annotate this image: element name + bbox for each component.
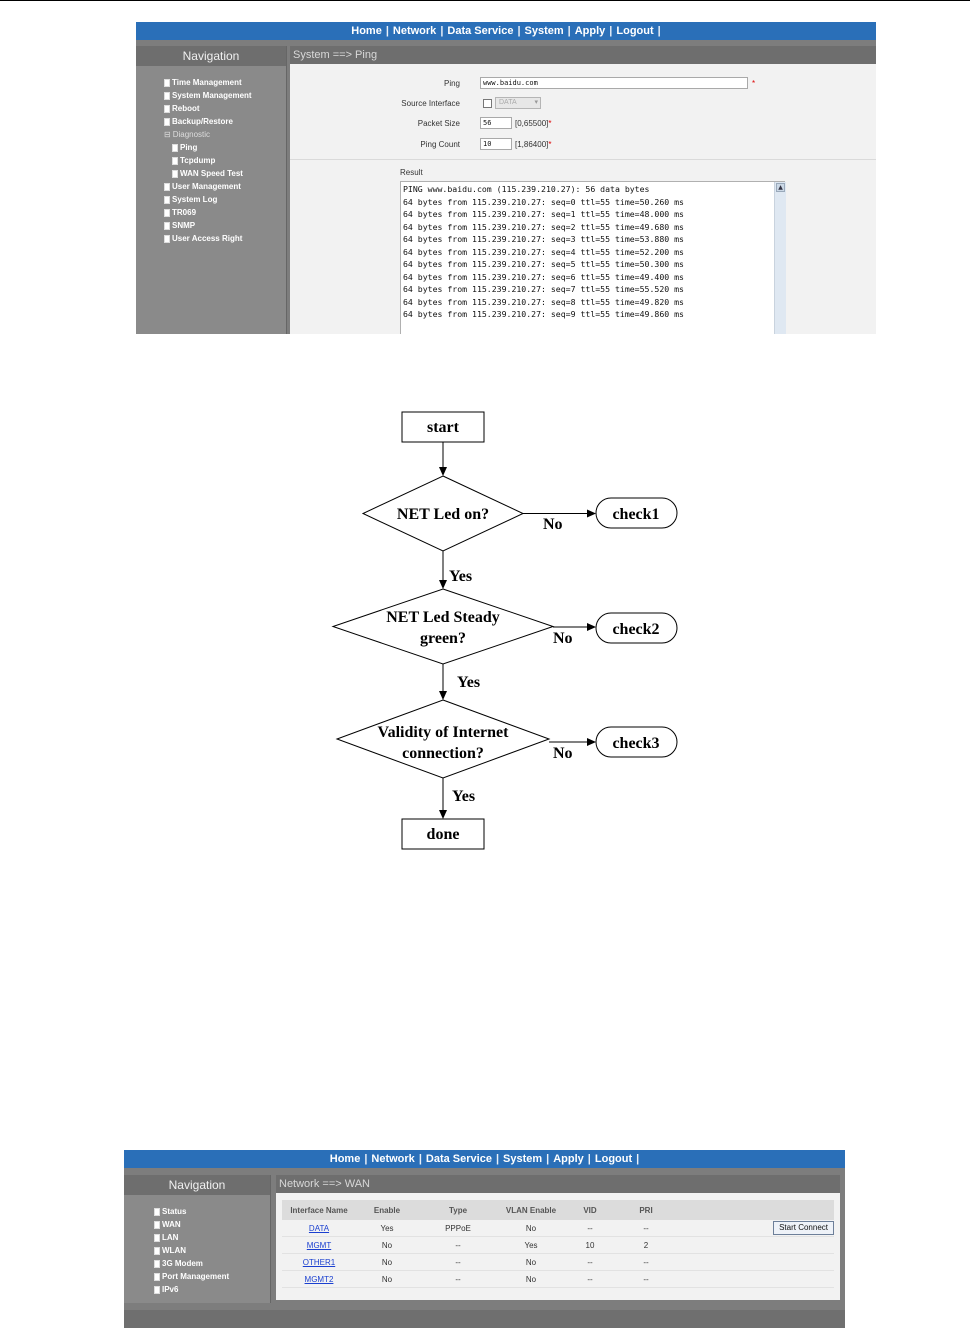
- menu-data-service[interactable]: Data Service: [425, 1153, 492, 1165]
- sidebar-item-wan[interactable]: [154, 1218, 229, 1231]
- menu-separator: |: [517, 25, 521, 37]
- no-label-2: No: [553, 630, 573, 647]
- breadcrumb: System ==> Ping: [290, 46, 876, 64]
- sidebar-item-label: WAN: [162, 1220, 181, 1229]
- ping-count-range: [1,86400]*: [515, 139, 552, 149]
- result-line: 64 bytes from 115.239.210.27: seq=4 ttl=55 time=52.200 ms: [403, 246, 684, 257]
- sidebar-item-status[interactable]: [154, 1205, 229, 1218]
- start-connect-button[interactable]: Start Connect: [773, 1221, 834, 1235]
- sidebar-item-label: User Access Right: [172, 234, 243, 243]
- form-divider: [290, 159, 876, 160]
- result-line: 64 bytes from 115.239.210.27: seq=1 ttl=55 time=48.000 ms: [403, 209, 684, 219]
- menu-separator: |: [364, 1153, 368, 1165]
- navigation-panel: [124, 1175, 271, 1303]
- interface-link[interactable]: MGMT: [306, 1240, 332, 1250]
- document-icon: [154, 1247, 160, 1255]
- no-label-3: No: [553, 745, 573, 762]
- footer-bar: [124, 1310, 845, 1328]
- result-scrollbar[interactable]: [774, 182, 786, 334]
- source-interface-label: Source Interface: [401, 98, 460, 108]
- sidebar-item-lan[interactable]: [154, 1231, 229, 1244]
- table-row: [282, 1220, 834, 1237]
- table-cell-action: [676, 1220, 834, 1237]
- sidebar-item-label: System Log: [172, 195, 218, 204]
- scroll-up-icon[interactable]: ▲: [776, 183, 785, 192]
- check1-label: check1: [612, 506, 660, 523]
- result-line: 64 bytes from 115.239.210.27: seq=6 ttl=55 time=49.400 ms: [403, 271, 684, 282]
- ping-label: Ping: [443, 78, 460, 88]
- document-icon: [164, 222, 170, 230]
- menu-separator: |: [609, 25, 613, 37]
- interface-link[interactable]: OTHER1: [302, 1257, 336, 1267]
- navigation-title: Navigation: [124, 1175, 270, 1195]
- table-cell-pri: 2: [616, 1237, 676, 1254]
- source-interface-checkbox[interactable]: [483, 99, 492, 108]
- sidebar-item-label: 3G Modem: [162, 1259, 203, 1268]
- sidebar-item-system-log[interactable]: [164, 193, 252, 206]
- navigation-title: Navigation: [136, 46, 286, 66]
- table-cell-type: --: [418, 1271, 498, 1288]
- yes-label-1: Yes: [449, 568, 473, 585]
- table-cell-name: [282, 1220, 356, 1237]
- result-line: 64 bytes from 115.239.210.27: seq=3 ttl=55 time=53.880 ms: [403, 234, 684, 244]
- table-row: [282, 1271, 834, 1288]
- table-cell-enable: No: [356, 1254, 418, 1271]
- result-line: 64 bytes from 115.239.210.27: seq=8 ttl=55 time=49.820 ms: [403, 296, 684, 307]
- document-icon: [164, 105, 170, 113]
- sidebar-item-wan-speed-test[interactable]: [164, 167, 252, 180]
- menu-apply[interactable]: Apply: [553, 1153, 584, 1165]
- document-icon: [164, 183, 170, 191]
- column-header: Enable: [356, 1200, 418, 1220]
- menu-separator: |: [546, 1153, 550, 1165]
- sidebar-item-label: TR069: [172, 208, 197, 217]
- wan-screenshot: [124, 1150, 845, 1328]
- table-cell-action: [676, 1237, 834, 1254]
- source-interface-select[interactable]: [495, 97, 541, 109]
- q3-label-line1: Validity of Internet: [377, 724, 509, 741]
- navigation-list: [154, 1205, 229, 1296]
- document-icon: [154, 1221, 160, 1229]
- sidebar-item-label: Backup/Restore: [172, 117, 233, 126]
- table-cell-enable: No: [356, 1271, 418, 1288]
- q2-label-line2: green?: [420, 630, 466, 647]
- done-label: done: [426, 826, 460, 843]
- navigation-panel: [136, 46, 287, 334]
- ping-result-textarea[interactable]: [400, 181, 785, 334]
- document-icon: [172, 144, 178, 152]
- table-cell-enable: No: [356, 1237, 418, 1254]
- sidebar-item-label: WLAN: [162, 1246, 186, 1255]
- packet-size-range: [0,65500]*: [515, 118, 552, 128]
- column-header: Type: [418, 1200, 498, 1220]
- collapse-icon: ⊟: [164, 130, 171, 139]
- sidebar-item-port-management[interactable]: [154, 1270, 229, 1283]
- document-icon: [164, 118, 170, 126]
- sidebar-item-label: System Management: [172, 91, 252, 100]
- table-row: [282, 1237, 834, 1254]
- document-icon: [154, 1286, 160, 1294]
- menu-separator: |: [657, 25, 661, 37]
- menu-home[interactable]: Home: [351, 25, 382, 37]
- sidebar-item-label: WAN Speed Test: [180, 169, 243, 178]
- table-cell-vid: --: [564, 1220, 616, 1237]
- sidebar-item-label: Diagnostic: [172, 130, 211, 139]
- sidebar-item-label: Port Management: [162, 1272, 230, 1281]
- result-line: 64 bytes from 115.239.210.27: seq=9 ttl=55 time=49.860 ms: [403, 309, 684, 319]
- sidebar-item-label: Tcpdump: [180, 156, 216, 165]
- menu-separator: |: [587, 1153, 591, 1165]
- sidebar-item-system-management[interactable]: [164, 89, 252, 102]
- navigation-list: [164, 76, 252, 245]
- required-mark: *: [752, 78, 756, 88]
- decision-net-led-steady: [333, 589, 553, 664]
- wan-interface-table: [282, 1200, 834, 1288]
- sidebar-item-ipv6[interactable]: [154, 1283, 229, 1296]
- interface-link[interactable]: DATA: [308, 1223, 330, 1233]
- sidebar-item-diagnostic[interactable]: [164, 128, 252, 141]
- sidebar-item-label: Time Management: [172, 78, 242, 87]
- menu-system[interactable]: System: [524, 25, 564, 37]
- menu-separator: |: [636, 1153, 640, 1165]
- start-label: start: [427, 419, 459, 436]
- troubleshooting-flowchart: [0, 380, 970, 860]
- breadcrumb: Network ==> WAN: [276, 1175, 840, 1193]
- chevron-down-icon: ▾: [534, 99, 538, 106]
- menu-apply[interactable]: Apply: [574, 25, 606, 37]
- document-icon: [154, 1260, 160, 1268]
- sidebar-item-label: User Management: [172, 182, 241, 191]
- ping-count-label: Ping Count: [420, 139, 460, 149]
- interface-link[interactable]: MGMT2: [304, 1274, 334, 1284]
- menu-network[interactable]: Network: [371, 1153, 415, 1165]
- document-icon: [164, 92, 170, 100]
- document-icon: [154, 1234, 160, 1242]
- document-icon: [164, 79, 170, 87]
- table-cell-enable: Yes: [356, 1220, 418, 1237]
- sidebar-item-user-management[interactable]: [164, 180, 252, 193]
- q3-label-line2: connection?: [402, 745, 484, 762]
- document-icon: [154, 1273, 160, 1281]
- result-line: PING www.baidu.com (115.239.210.27): 56 data bytes: [403, 184, 650, 194]
- column-header: VID: [564, 1200, 616, 1220]
- ping-count-input[interactable]: 10: [480, 138, 512, 150]
- sidebar-item-time-management[interactable]: [164, 76, 252, 89]
- menu-system[interactable]: System: [503, 1153, 543, 1165]
- sidebar-item-backup-restore[interactable]: [164, 115, 252, 128]
- result-line: 64 bytes from 115.239.210.27: seq=7 ttl=55 time=55.520 ms: [403, 284, 684, 294]
- document-icon: [172, 157, 178, 165]
- ping-screenshot: [136, 22, 876, 334]
- sidebar-item-user-access-right[interactable]: [164, 232, 252, 245]
- sidebar-item-label: Reboot: [172, 104, 200, 113]
- sidebar-item-label: Ping: [180, 143, 198, 152]
- table-cell-action: [676, 1254, 834, 1271]
- result-label: Result: [400, 168, 423, 177]
- sidebar-item-tcpdump[interactable]: [164, 154, 252, 167]
- ping-form-area: [290, 64, 876, 334]
- sidebar-item-label: LAN: [162, 1233, 179, 1242]
- no-label-1: No: [543, 516, 563, 533]
- yes-label-2: Yes: [457, 674, 481, 691]
- table-cell-vlan: No: [498, 1271, 564, 1288]
- menu-separator: |: [440, 25, 444, 37]
- q1-label: NET Led on?: [396, 506, 490, 523]
- yes-label-3: Yes: [452, 788, 476, 805]
- menu-network[interactable]: Network: [392, 25, 437, 37]
- source-interface-value: DATA: [499, 99, 517, 106]
- table-cell-pri: --: [616, 1220, 676, 1237]
- packet-size-label: Packet Size: [417, 118, 460, 128]
- table-header-row: [282, 1200, 834, 1220]
- table-cell-type: PPPoE: [418, 1220, 498, 1237]
- sidebar-item-reboot[interactable]: [164, 102, 252, 115]
- column-header: VLAN Enable: [498, 1200, 564, 1220]
- table-cell-vlan: Yes: [498, 1237, 564, 1254]
- document-icon: [164, 235, 170, 243]
- column-header: Interface Name: [282, 1200, 356, 1220]
- document-icon: [154, 1208, 160, 1216]
- sidebar-item-label: Status: [162, 1207, 187, 1216]
- menu-separator: |: [418, 1153, 422, 1165]
- menu-logout[interactable]: Logout: [594, 1153, 633, 1165]
- document-icon: [164, 196, 170, 204]
- table-cell-name: [282, 1254, 356, 1271]
- packet-size-input[interactable]: 56: [480, 117, 512, 129]
- sidebar-item-wlan[interactable]: [154, 1244, 229, 1257]
- check2-label: check2: [612, 621, 660, 638]
- result-line: 64 bytes from 115.239.210.27: seq=5 ttl=55 time=50.300 ms: [403, 259, 684, 269]
- column-header-action: [676, 1200, 834, 1220]
- sidebar-item-label: SNMP: [172, 221, 196, 230]
- result-line: 64 bytes from 115.239.210.27: seq=0 ttl=55 time=50.260 ms: [403, 196, 684, 207]
- table-cell-vlan: No: [498, 1254, 564, 1271]
- menu-home[interactable]: Home: [329, 1153, 361, 1165]
- menu-separator: |: [385, 25, 389, 37]
- check3-label: check3: [612, 735, 660, 752]
- document-icon: [164, 209, 170, 217]
- wan-table-area: [276, 1193, 840, 1300]
- sidebar-item-ping[interactable]: [164, 141, 252, 154]
- result-line: 64 bytes from 115.239.210.27: seq=2 ttl=55 time=49.680 ms: [403, 221, 684, 232]
- menu-logout[interactable]: Logout: [616, 25, 654, 37]
- sidebar-item-tr069[interactable]: [164, 206, 252, 219]
- page-top-rule: [0, 0, 970, 1]
- top-menu-bar: [136, 22, 876, 40]
- ping-host-input[interactable]: www.baidu.com: [480, 77, 748, 89]
- table-cell-pri: --: [616, 1254, 676, 1271]
- column-header: PRI: [616, 1200, 676, 1220]
- table-row: [282, 1254, 834, 1271]
- table-cell-type: --: [418, 1237, 498, 1254]
- document-icon: [172, 170, 178, 178]
- top-menu-bar: [124, 1150, 845, 1168]
- table-cell-action: [676, 1271, 834, 1288]
- q2-label-line1: NET Led Steady: [386, 609, 500, 626]
- table-cell-vid: 10: [564, 1237, 616, 1254]
- table-cell-name: [282, 1237, 356, 1254]
- menu-separator: |: [495, 1153, 500, 1165]
- sidebar-item-3g-modem[interactable]: [154, 1257, 229, 1270]
- menu-data-service[interactable]: Data Service: [447, 25, 514, 37]
- table-cell-name: [282, 1271, 356, 1288]
- table-cell-vlan: No: [498, 1220, 564, 1237]
- menu-separator: |: [567, 25, 571, 37]
- sidebar-item-label: IPv6: [162, 1285, 179, 1294]
- sidebar-item-snmp[interactable]: [164, 219, 252, 232]
- table-cell-vid: --: [564, 1254, 616, 1271]
- table-cell-pri: --: [616, 1271, 676, 1288]
- table-cell-type: --: [418, 1254, 498, 1271]
- table-cell-vid: --: [564, 1271, 616, 1288]
